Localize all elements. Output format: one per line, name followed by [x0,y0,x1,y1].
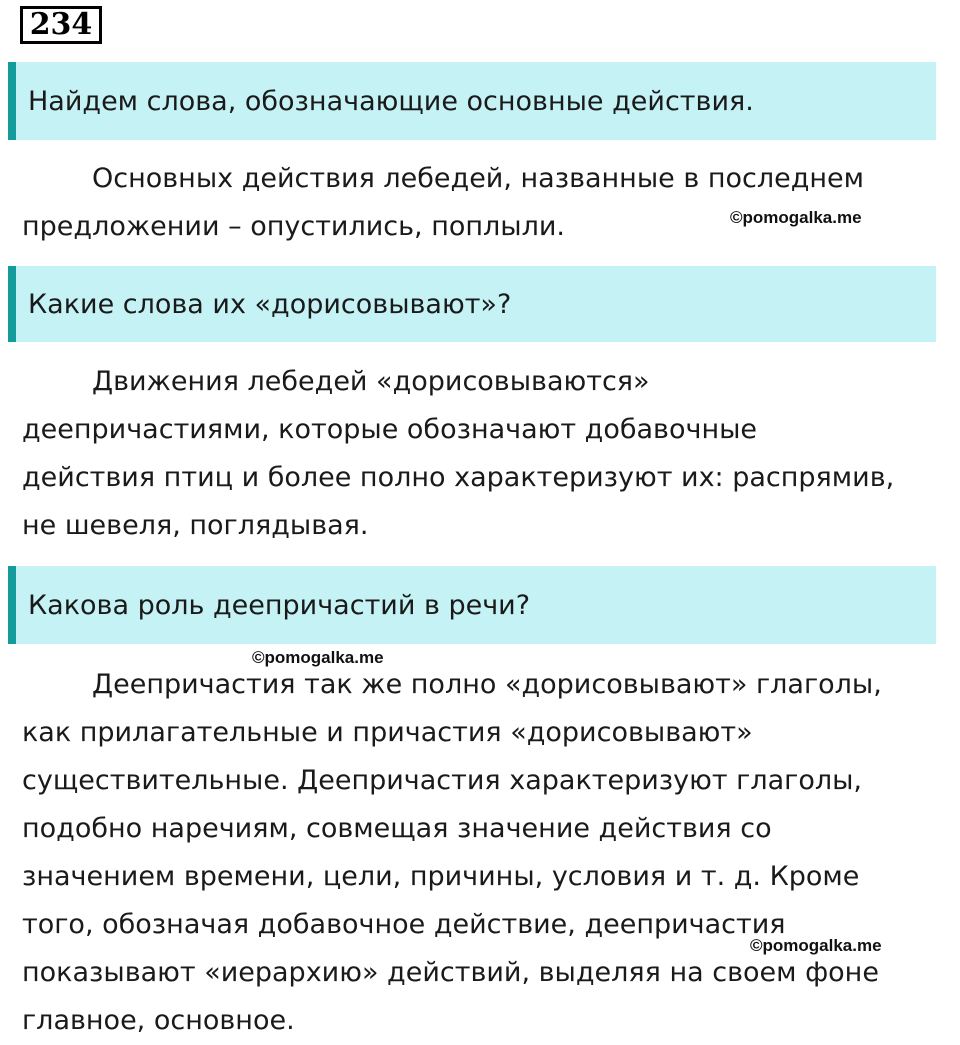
answer-line: того, обозначая добавочное действие, деепричастия [22,909,786,940]
question-banner-2 [8,266,936,342]
answer-line: Движения лебедей «дорисовываются» [92,366,650,397]
answer-line: существительные. Деепричастия характеризуют глаголы, [22,765,863,796]
answer-line: значением времени, цели, причины, условия и т. д. Кроме [22,861,860,892]
answer-line: как прилагательные и причастия «дорисовывают» [22,717,753,748]
answer-paragraph-1 [22,155,952,251]
watermark: ©pomogalka.me [750,936,882,955]
question-text-3: Какова роль деепричастий в речи? [28,589,531,621]
question-text-1: Найдем слова, обозначающие основные действия. [28,85,754,117]
question-banner-3 [8,566,936,644]
question-banner-1 [8,62,936,140]
answer-line: действия птиц и более полно характеризуют их: распрямив, [22,462,895,493]
watermark: ©pomogalka.me [730,208,862,227]
answer-line: предложении – опустились, поплыли. [22,211,565,242]
answer-line: Основных действия лебедей, названные в последнем [92,163,865,194]
answer-line: Деепричастия так же полно «дорисовывают» глаголы, [92,669,882,700]
answer-line: деепричастиями, которые обозначают добавочные [22,414,758,445]
answer-line: подобно наречиям, совмещая значение действия со [22,813,772,844]
answer-paragraph-3 [22,661,952,1045]
task-number-badge: 234 [20,6,102,44]
watermark: ©pomogalka.me [252,648,384,667]
answer-line: главное, основное. [22,1005,295,1036]
answer-paragraph-2 [22,358,952,550]
question-text-2: Какие слова их «дорисовывают»? [28,288,512,320]
answer-line: показывают «иерархию» действий, выделяя на своем фоне [22,957,879,988]
answer-line: не шевеля, поглядывая. [22,510,369,541]
